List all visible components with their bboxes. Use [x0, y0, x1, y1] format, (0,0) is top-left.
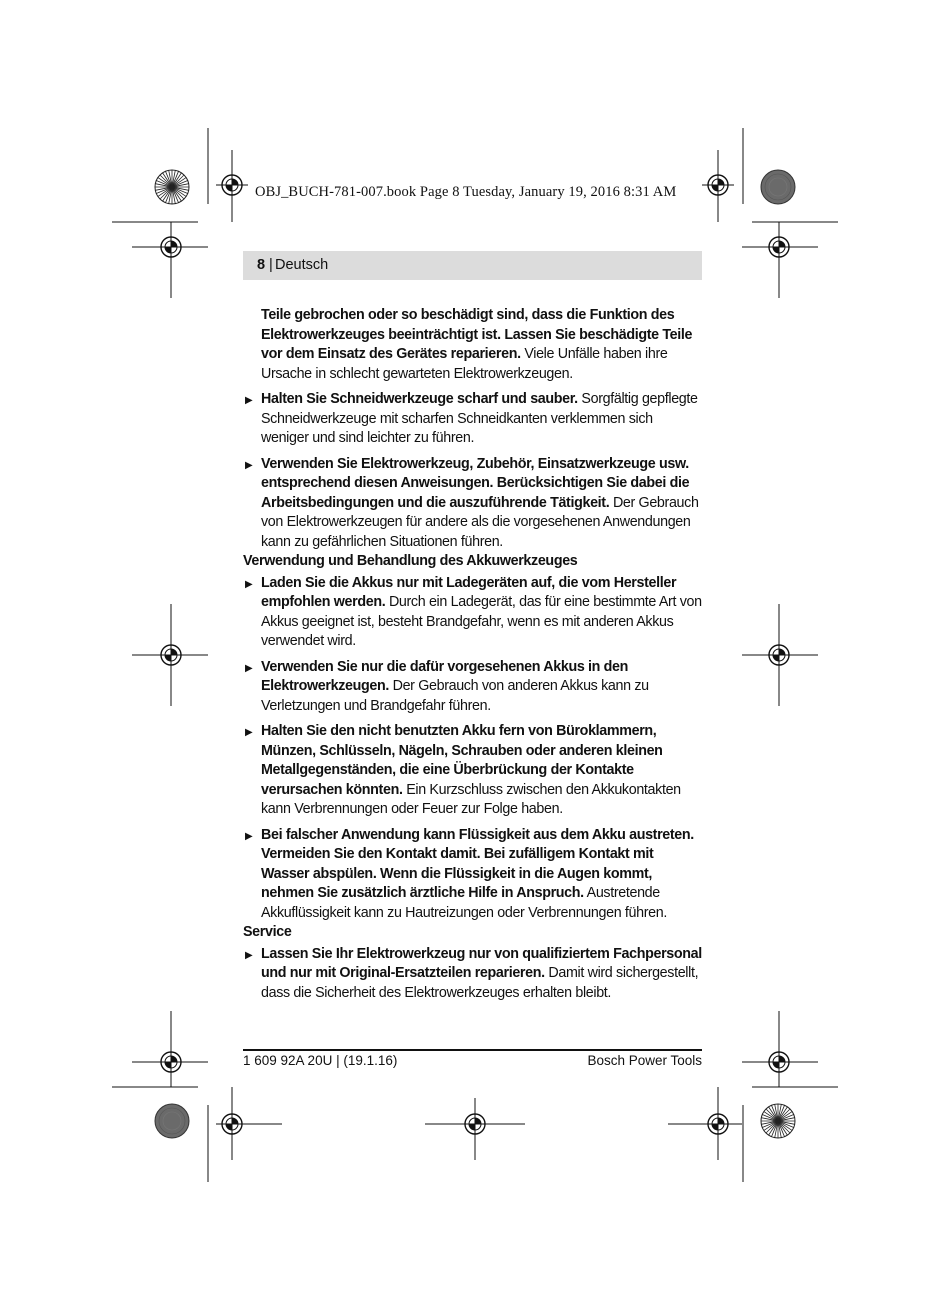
page-header [243, 251, 702, 280]
list-item: ▶ Laden Sie die Akkus nur mit Ladegeräten auf, die vom Hersteller empfohlen werden. Durch ein Ladegerät, das für eine bestimmte Art von Akkus geeignet ist, besteht Brandgefahr, wenn es mit anderen Akkus verwendet wird. [245, 574, 702, 649]
arrow-bullet-icon: ▶ [245, 662, 253, 674]
arrow-bullet-icon: ▶ [245, 830, 253, 842]
section-heading-service: Service [243, 924, 292, 940]
arrow-bullet-icon: ▶ [245, 578, 253, 590]
footer-brand: Bosch Power Tools [587, 1053, 702, 1068]
list-item: ▶ Halten Sie den nicht benutzten Akku fern von Büroklammern, Münzen, Schlüsseln, Nägeln, Schrauben oder anderen kleinen Metallgegenständen, die eine Überbrückung der Kontakte verursachen könnten. Ein Kurzschluss zwischen den Akkukontakten kann Verbrennungen oder Feuer zur Folge haben. [245, 723, 681, 817]
footer-doc-number: 1 609 92A 20U | (19.1.16) [243, 1053, 398, 1068]
footer-rule [243, 1049, 702, 1051]
list-item: ▶ Verwenden Sie nur die dafür vorgesehenen Akkus in den Elektrowerkzeugen. Der Gebrauch von anderen Akkus kann zu Verletzungen und Brandgefahr führen. [245, 658, 649, 714]
list-item: ▶ Lassen Sie Ihr Elektrowerkzeug nur von qualifiziertem Fachpersonal und nur mit Original-Ersatzteilen reparieren. Damit wird sichergestellt, dass die Sicherheit des Elektrowerkzeuges erhalten bleibt. [245, 945, 702, 1001]
header-language: Deutsch [275, 257, 329, 273]
main-content [243, 306, 703, 1003]
page-number: 8 [257, 257, 266, 273]
section-heading-akku: Verwendung und Behandlung des Akkuwerkzeuges [243, 553, 578, 569]
intro-paragraph: Teile gebrochen oder so beschädigt sind, dass die Funktion des Elektrowerkzeuges beeinträchtigt ist. Lassen Sie beschädigte Teile vor dem Einsatz des Gerätes reparieren. Viele Unfälle haben ihre Ursache in schlecht gewarteten Elektrowerkzeugen. [261, 307, 693, 382]
arrow-bullet-icon: ▶ [245, 395, 253, 406]
list-item: ▶ Halten Sie Schneidwerkzeuge scharf und sauber. Sorgfältig gepflegte Schneidwerkzeuge mit scharfen Schneidkanten verklemmen sich weniger und sind leichter zu führen. [245, 391, 698, 446]
arrow-bullet-icon: ▶ [245, 459, 253, 471]
list-item: ▶ Bei falscher Anwendung kann Flüssigkeit aus dem Akku austreten. Vermeiden Sie den Kontakt damit. Bei zufälligem Kontakt mit Wasser abspülen. Wenn die Flüssigkeit in die Augen kommt, nehmen Sie zusätzlich ärztliche Hilfe in Anspruch. Austretende Akkuflüssigkeit kann zu Hautreizungen oder Verbrennungen führen. [245, 826, 694, 921]
arrow-bullet-icon: ▶ [245, 949, 253, 961]
header-separator: | [269, 257, 273, 273]
arrow-bullet-icon: ▶ [245, 727, 253, 738]
print-slug: OBJ_BUCH-781-007.book Page 8 Tuesday, January 19, 2016 8:31 AM [255, 184, 677, 200]
list-item: ▶ Verwenden Sie Elektrowerkzeug, Zubehör, Einsatzwerkzeuge usw. entsprechend diesen Anweisungen. Berücksichtigen Sie dabei die Arbeitsbedingungen und die auszuführende Tätigkeit. Der Gebrauch von Elektrowerkzeugen für andere als die vorgesehenen Anwendungen kann zu gefährlichen Situationen führen. [245, 455, 699, 550]
